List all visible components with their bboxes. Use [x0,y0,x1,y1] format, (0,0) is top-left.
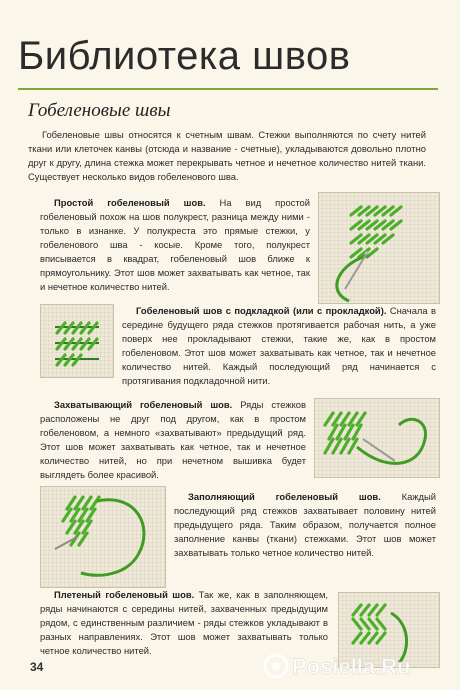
filling-tapestry-stitch-photo [40,486,166,588]
stitch-text-padded: Сначала в середине будущего ряда стежков протягивается рабочая нить, а уже поверх нее прокладывают стежки, такие же, как в простом гобеленовом. Этот шов может захватывать как четное, так и нечетное количество нитей. Каждый последующий ряд начинается с протягивания подкладочной нити. [122,305,436,386]
simple-tapestry-stitch-photo [318,192,440,304]
stitch-name-simple: Простой гобеленовый шов. [54,197,206,208]
stitch-text-filling: Каждый последующий ряд стежков захватывает половину нитей предыдущего ряда. Таким образом, получается полное заполнение канвы (ткани) стежками. Этот шов может захватывать только четное количество нитей. [174,491,437,558]
stitch-description-woven [40,588,328,658]
page-title: Библиотека швов [18,34,351,78]
stitch-text-woven: Так же, как в заполняющем, ряды начинаются с середины нитей, захваченных предыдущим рядом, с единственным различием - ряды стежков укладывают в разных направлениях. Этот шов может захватывать только четное количество нитей. [40,589,329,656]
stitch-description-padded [122,304,436,388]
embroidery-photo-icon [315,399,439,477]
encroaching-tapestry-stitch-photo [314,398,440,478]
svg-text:Posiella.Ru: Posiella.Ru [292,654,411,679]
padded-tapestry-stitch-photo [40,304,114,378]
watermark-logo [262,650,452,682]
embroidery-photo-icon [41,487,165,587]
embroidery-photo-icon [41,305,113,377]
stitch-description-encroaching [40,398,306,482]
section-heading: Гобеленовые швы [28,100,171,121]
stitch-name-filling: Заполняющий гобеленовый шов. [188,491,381,502]
stitch-name-encroaching: Захватывающий гобеленовый шов. [54,399,233,410]
embroidery-photo-icon [319,193,439,303]
page-number: 34 [30,660,44,674]
intro-paragraph: Гобеленовые швы относятся к счетным швам. Стежки выполняются по счету нитей ткани или клеточек канвы (отсюда и название - счетные), укладываются довольно плотно друг к другу, длина стежка может перекрывать четное и нечетное количество нитей ткани. Существует несколько видов гобеленового шва. [28,129,426,182]
stitch-description-simple [40,196,310,294]
stitch-name-woven: Плетеный гобеленовый шов. [54,589,195,600]
stitch-description-filling [174,490,436,560]
stitch-name-padded: Гобеленовый шов с подкладкой (или с прокладкой). [136,305,387,316]
title-divider [18,88,438,90]
stitch-text-encroaching: Ряды стежков расположены не друг под другом, как в простом гобеленовом, а немного «захватывают» предыдущий ряд. Этот шов может захватывать как четное, так и нечетное количество нитей, но при нечетном вышивка будет выглядеть более красивой. [40,399,306,480]
stitch-text-simple: На вид простой гобеленовый похож на шов полукрест, разница между ними - только в изнанке. У полукреста это прямые стежки, у гобеленового шва - косые. Кроме того, полукрест вписывается в квадрат, гобеленовый шов ближе к прямоугольнику. Этот шов может захватывать как четное, так и нечетное количество нитей. [40,197,310,292]
